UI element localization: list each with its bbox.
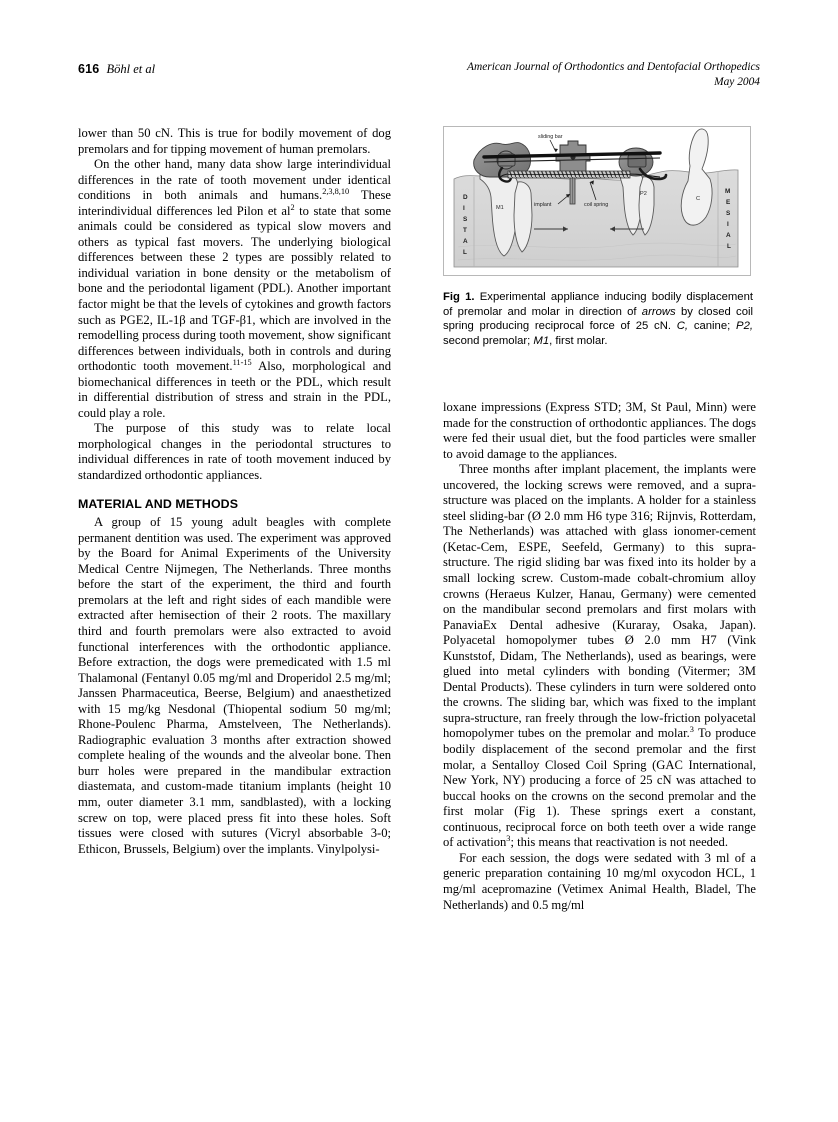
section-heading-material-and-methods: MATERIAL AND METHODS <box>78 496 239 511</box>
paragraph <box>443 462 756 851</box>
text-run: Also, morphological and biomechanical differences in teeth or the PDL, which result in differential distribution of stress and strain in the PDL, could play a role. <box>78 359 391 420</box>
caption-abbrev-p2: P2, <box>736 320 753 333</box>
right-text-column <box>443 400 756 913</box>
svg-text:S: S <box>463 216 468 223</box>
caption-run: by closed coil spring producing reciprocal force of 25 cN. <box>443 305 754 333</box>
svg-text:L: L <box>463 249 467 256</box>
svg-text:D: D <box>463 194 468 201</box>
svg-text:L: L <box>727 243 731 250</box>
svg-text:E: E <box>726 199 731 206</box>
text-run: to state that some animals could be considered as typical slow movers and others as typical fast movers. The underlying biological differences between these 2 types are possibly related to individual variation in bone density or the metabolism of bone and the periodontal ligament (PDL). Another important factor might be that the levels of cytokines and growth factors such as PGE2, IL-1β and TGF-β1, which are involved in the remodelling process during tooth movement, show significant differences between individuals, both in controls and during orthodontic tooth movement. <box>78 203 391 374</box>
paragraph: loxane impressions (Express STD; 3M, St Paul, Minn) were made for the construction of orthodontic appliances. The dogs were fed their usual diet, but the food particles were smaller to avoid damage to the appliances. <box>443 400 756 461</box>
figure-1-image <box>443 126 751 276</box>
running-head-left <box>78 60 155 78</box>
page-number: 616 <box>78 62 100 76</box>
citation-ref: 3 <box>689 725 694 735</box>
text-run: To produce bodily displacement of the second premolar and the first molar, a Sentalloy Closed Coil Spring (GAC International, New York, NY) producing a force of 25 cN was attached to buccal hooks on the crowns on the second premolar and the first molar (Fig 1). These springs exert a constant, continuous, reciprocal force on both teeth over a wide range of activation <box>443 726 756 850</box>
figure-number: Fig 1. <box>443 291 475 303</box>
caption-emphasis: arrows <box>641 305 676 318</box>
caption-abbrev-c: C, <box>676 320 689 333</box>
svg-text:S: S <box>726 210 731 217</box>
text-run: Three months after implant placement, the implants were uncovered, the locking screws were removed, and a supra-structure was placed on the implants. A holder for a stainless steel sliding-bar (Ø 2.0 mm H6 type 316; Rijnvis, Rotterdam, The Netherlands) was attached with glass ionomer-cement (Ketac-Cem, ESPE, Seefeld, Germany) to this supra-structure. The rigid sliding bar was fixed into its holder by a small locking screw. Custom-made cobalt-chromium alloy crowns (Heraeus Kulzer, Hanau, Germany) were cemented on the mandibular second premolars and first molars with PanaviaEx Dental adhesive (Kuraray, Osaka, Japan). Polyacetal homopolymer tubes Ø 2.0 mm H7 (Vink Kunststof, Didam, The Netherlands), used as bearings, were glued into metal cylinders with bonding (Vitermer; 3M Dental Products). These cylinders in turn were soldered onto the crowns. The sliding bar, which was fixed to the implant supra-structure, ran freely through the low-friction polyacetal homopolymer tubes on the premolar and molar. <box>443 462 756 741</box>
running-head <box>78 60 760 100</box>
citation-ref: 11-15 <box>232 358 252 368</box>
caption-run: Experimental appliance inducing bodily displacement of premolar and molar in direction of <box>443 291 753 318</box>
metal-cylinder-p2 <box>628 155 646 167</box>
paragraph: lower than 50 cN. This is true for bodily movement of dog premolars and for tipping movement of human premolars. <box>78 126 391 156</box>
text-run: On the other hand, many data show large interindividual differences in the rate of tooth movement under identical conditions in both animals and humans. <box>78 157 391 203</box>
caption-run: second premolar; <box>443 334 534 347</box>
citation-ref: 2,3,8,10 <box>322 187 350 196</box>
article-authors: Böhl et al <box>106 62 156 76</box>
citation-ref: 3 <box>506 834 511 844</box>
label-implant: implant <box>534 202 552 208</box>
running-head-right <box>467 60 760 90</box>
label-m1: M1 <box>496 205 504 211</box>
svg-text:A: A <box>463 238 468 245</box>
caption-run: canine; <box>688 320 737 333</box>
paragraph: A group of 15 young adult beagles with complete permanent dentition was used. The experiment was approved by the Board for Animal Experiments of the University Medical Centre Nijmegen, The Netherlands. Three months before the start of the experiment, the third and fourth premolars at the left and right sides of each mandible were extracted after hemisection of their 2 roots. The maxillary third and fourth premolars were also extracted to avoid functional interferences with the orthodontic appliance. Before extraction, the dogs were premedicated with 1.5 ml Thalamonal (Fentanyl 0.05 mg/ml and Droperidol 2.5 mg/ml; Janssen Pharmaceutica, Beerse, Belgium) and anaesthetized with 15 mg/kg Nesdonal (Thiopental sodium 50 mg/ml; Rhone-Poulenc Pharma, Amstelveen, The Netherlands). Radiographic evaluation 3 months after extraction showed complete healing of the wounds and the alveolar bone. Then burr holes were prepared in the mandibular extraction diastemata, and custom-made titanium implants (height 10 mm, outer diameter 3.1 mm, sandblasted), with a locking screw on top, were placed press fit into these holes. Soft tissues were closed with sutures (Vicryl absorbable 3-0; Ethicon, Brussels, Belgium) over the implants. Vinylpolysi- <box>78 515 391 856</box>
caption-run: , first molar. <box>549 334 608 347</box>
issue-date: May 2004 <box>714 76 760 88</box>
label-c: C <box>696 196 701 202</box>
label-p2: P2 <box>640 191 647 197</box>
label-sliding-bar: sliding bar <box>538 134 563 140</box>
appliance-schematic-svg <box>444 127 750 275</box>
text-run: These interindividual differences led Pilon et al <box>78 188 391 218</box>
citation-ref: 2 <box>290 202 295 212</box>
svg-text:I: I <box>727 221 729 228</box>
svg-text:A: A <box>726 232 731 239</box>
figure-1 <box>443 126 753 348</box>
svg-text:I: I <box>463 205 465 212</box>
figure-1-caption <box>443 290 753 348</box>
svg-text:T: T <box>463 227 467 234</box>
paragraph <box>78 157 391 421</box>
paragraph: For each session, the dogs were sedated with 3 ml of a generic preparation containing 10 mg/ml oxycodon HCL, 1 mg/ml acepromazine (Vetimex Animal Health, Bladel, The Netherlands) and 0.5 mg/ml <box>443 850 756 912</box>
left-text-column <box>78 126 391 857</box>
paragraph: The purpose of this study was to relate local morphological changes in the periodontal structures to individual differences in rate of tooth movement induced by standardized orthodontic appliances. <box>78 421 391 483</box>
svg-text:M: M <box>725 188 731 195</box>
journal-title: American Journal of Orthodontics and Dentofacial Orthopedics <box>467 61 760 73</box>
text-run: ; this means that reactivation is not needed. <box>510 835 728 850</box>
label-coil-spring: coil spring <box>584 202 609 208</box>
caption-abbrev-m1: M1 <box>533 334 550 347</box>
